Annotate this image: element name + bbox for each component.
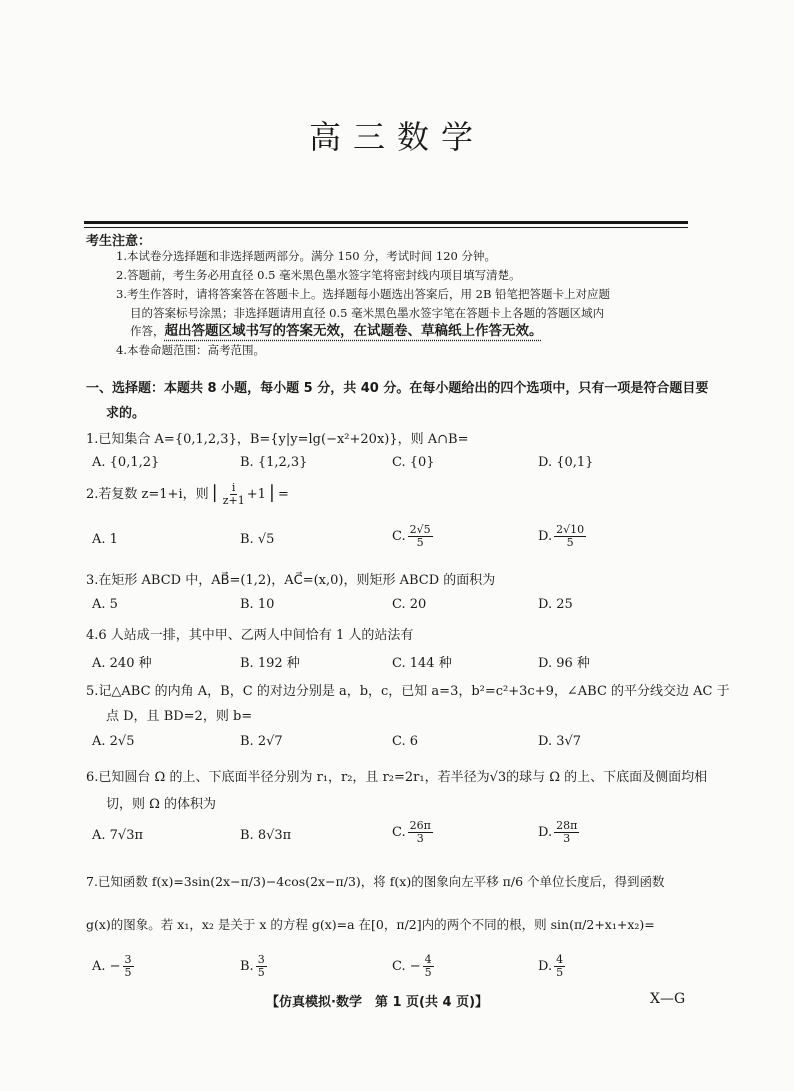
option-b: B. √5 — [240, 532, 275, 547]
option-b: B. 2√7 — [240, 734, 283, 749]
fraction — [554, 954, 565, 979]
question-7: 7.已知函数 f(x)=3sin(2x−π/3)−4cos(2x−π/3)，将 f(x)的图象向左平移 π/6 个单位长度后，得到函数 — [86, 874, 665, 889]
fraction — [408, 524, 433, 549]
header-divider — [84, 221, 688, 224]
notice-heading: 考生注意： — [86, 234, 152, 249]
numerator: i — [231, 481, 236, 494]
notice-item: 目的答案标号涂黑；非选择题请用直径 0.5 毫米黑色墨水签字笔在答题卡上各题的答题区域内 — [130, 306, 605, 320]
options-1 — [92, 455, 692, 475]
denominator: z+1 — [222, 494, 245, 507]
numerator: 3 — [124, 953, 132, 966]
question-7-cont: g(x)的图象。若 x₁，x₂ 是关于 x 的方程 g(x)=a 在[0，π/2]内的两个不同的根，则 sin(π/2+x₁+x₂)= — [86, 917, 655, 932]
numerator: 2√5 — [409, 523, 431, 536]
option-b — [240, 954, 269, 979]
question-3: 3.在矩形 ABCD 中，AB⃗=(1,2)，AC⃗=(x,0)，则矩形 ABCD 的面积为 — [86, 573, 496, 588]
fraction — [423, 954, 434, 979]
options-7 — [92, 953, 692, 979]
option-d — [538, 954, 567, 979]
option-c — [392, 954, 436, 979]
numerator: 4 — [556, 953, 564, 966]
option-a: A. 2√5 — [92, 734, 135, 749]
notice-text: 作答， — [130, 324, 165, 338]
option-c: C. 20 — [392, 597, 427, 612]
option-label: C. — [392, 529, 406, 544]
option-d: D. 3√7 — [538, 734, 582, 749]
question-6: 6.已知圆台 Ω 的上、下底面半径分别为 r₁，r₂，且 r₂=2r₁，若半径为√3的球与 Ω 的上、下底面及侧面均相 — [86, 770, 708, 785]
section-heading-cont: 求的。 — [106, 406, 146, 421]
section-heading: 一、选择题：本题共 8 小题，每小题 5 分，共 40 分。在每小题给出的四个选项中，只有一项是符合题目要 — [86, 381, 709, 396]
option-label: A. − — [92, 959, 121, 974]
question-text: +1 — [246, 487, 266, 502]
notice-item: 2.答题前，考生务必用直径 0.5 毫米黑色墨水签字笔将密封线内项目填写清楚。 — [116, 268, 521, 282]
paper-code: X—G — [650, 991, 686, 1007]
fraction — [408, 820, 433, 845]
option-label: C. − — [392, 959, 421, 974]
question-6-cont: 切，则 Ω 的体积为 — [106, 797, 217, 812]
question-5: 5.记△ABC 的内角 A，B，C 的对边分别是 a，b，c，已知 a=3，b²=c²+3c+9，∠ABC 的平分线交边 AC 于 — [86, 684, 730, 699]
notice-item: 1.本试卷分选择题和非选择题两部分。满分 150 分，考试时间 120 分钟。 — [116, 249, 496, 263]
denominator: 5 — [416, 536, 424, 549]
option-d — [538, 820, 581, 845]
option-a: A. 7√3π — [92, 828, 144, 843]
option-label: D. — [538, 825, 553, 840]
question-text: 2.若复数 z=1+i，则 — [86, 487, 209, 502]
option-a — [92, 954, 136, 979]
option-label: B. — [240, 959, 254, 974]
option-a: A. 240 种 — [92, 656, 152, 671]
option-d — [538, 524, 588, 549]
denominator: 5 — [424, 966, 432, 979]
header-divider-thin — [84, 227, 688, 228]
fraction — [554, 524, 586, 549]
option-a: A. 5 — [92, 597, 118, 612]
option-d: D. {0,1} — [538, 455, 594, 470]
numerator: 4 — [424, 953, 432, 966]
option-b: B. 10 — [240, 597, 275, 612]
options-5 — [92, 734, 692, 754]
notice-item: 4.本卷命题范围：高考范围。 — [116, 343, 265, 357]
numerator: 2√10 — [556, 523, 585, 536]
question-1: 1.已知集合 A={0,1,2,3}，B={y|y=lg(−x²+20x)}，则 A∩B= — [86, 432, 469, 447]
option-c: C. 144 种 — [392, 656, 452, 671]
option-c — [392, 524, 435, 549]
question-text: = — [277, 487, 289, 502]
question-5-cont: 点 D，且 BD=2，则 b= — [106, 709, 253, 724]
numerator: 28π — [556, 819, 578, 832]
option-label: D. — [538, 959, 553, 974]
notice-emphasis: 超出答题区域书写的答案无效，在试题卷、草稿纸上作答无效。 — [164, 323, 543, 339]
options-3 — [92, 597, 692, 617]
option-c: C. 6 — [392, 734, 419, 749]
denominator: 5 — [257, 966, 265, 979]
option-c — [392, 820, 435, 845]
option-b: B. {1,2,3} — [240, 455, 308, 470]
denominator: 5 — [556, 966, 564, 979]
page-title: 高三数学 — [308, 118, 485, 156]
numerator: 3 — [257, 953, 265, 966]
denominator: 3 — [416, 832, 424, 845]
option-c: C. {0} — [392, 455, 435, 470]
option-label: D. — [538, 529, 553, 544]
option-a: A. 1 — [92, 532, 118, 547]
options-4 — [92, 652, 692, 672]
option-d: D. 96 种 — [538, 656, 590, 671]
option-label: C. — [392, 825, 406, 840]
notice-item: 3.考生作答时，请将答案答在答题卡上。选择题每小题选出答案后，用 2B 铅笔把答题卡上对应题 — [116, 287, 611, 301]
fraction — [554, 820, 579, 845]
question-2: 2.若复数 z=1+i，则 | $\frac{i}{z+1}$ +1 | = — [86, 481, 289, 507]
denominator: 5 — [566, 536, 574, 549]
notice-item — [130, 322, 543, 341]
numerator: 26π — [409, 819, 431, 832]
denominator: 5 — [124, 966, 132, 979]
fraction — [256, 954, 267, 979]
option-a: A. {0,1,2} — [92, 455, 160, 470]
fraction — [123, 954, 134, 979]
option-b: B. 192 种 — [240, 656, 300, 671]
options-2 — [92, 523, 692, 552]
fraction — [223, 482, 245, 507]
page-footer: 【仿真模拟·数学 第 1 页(共 4 页)】 — [266, 995, 489, 1010]
option-d: D. 25 — [538, 597, 573, 612]
question-4: 4.6 人站成一排，其中甲、乙两人中间恰有 1 人的站法有 — [86, 628, 414, 643]
option-b: B. 8√3π — [240, 828, 292, 843]
denominator: 3 — [563, 832, 571, 845]
